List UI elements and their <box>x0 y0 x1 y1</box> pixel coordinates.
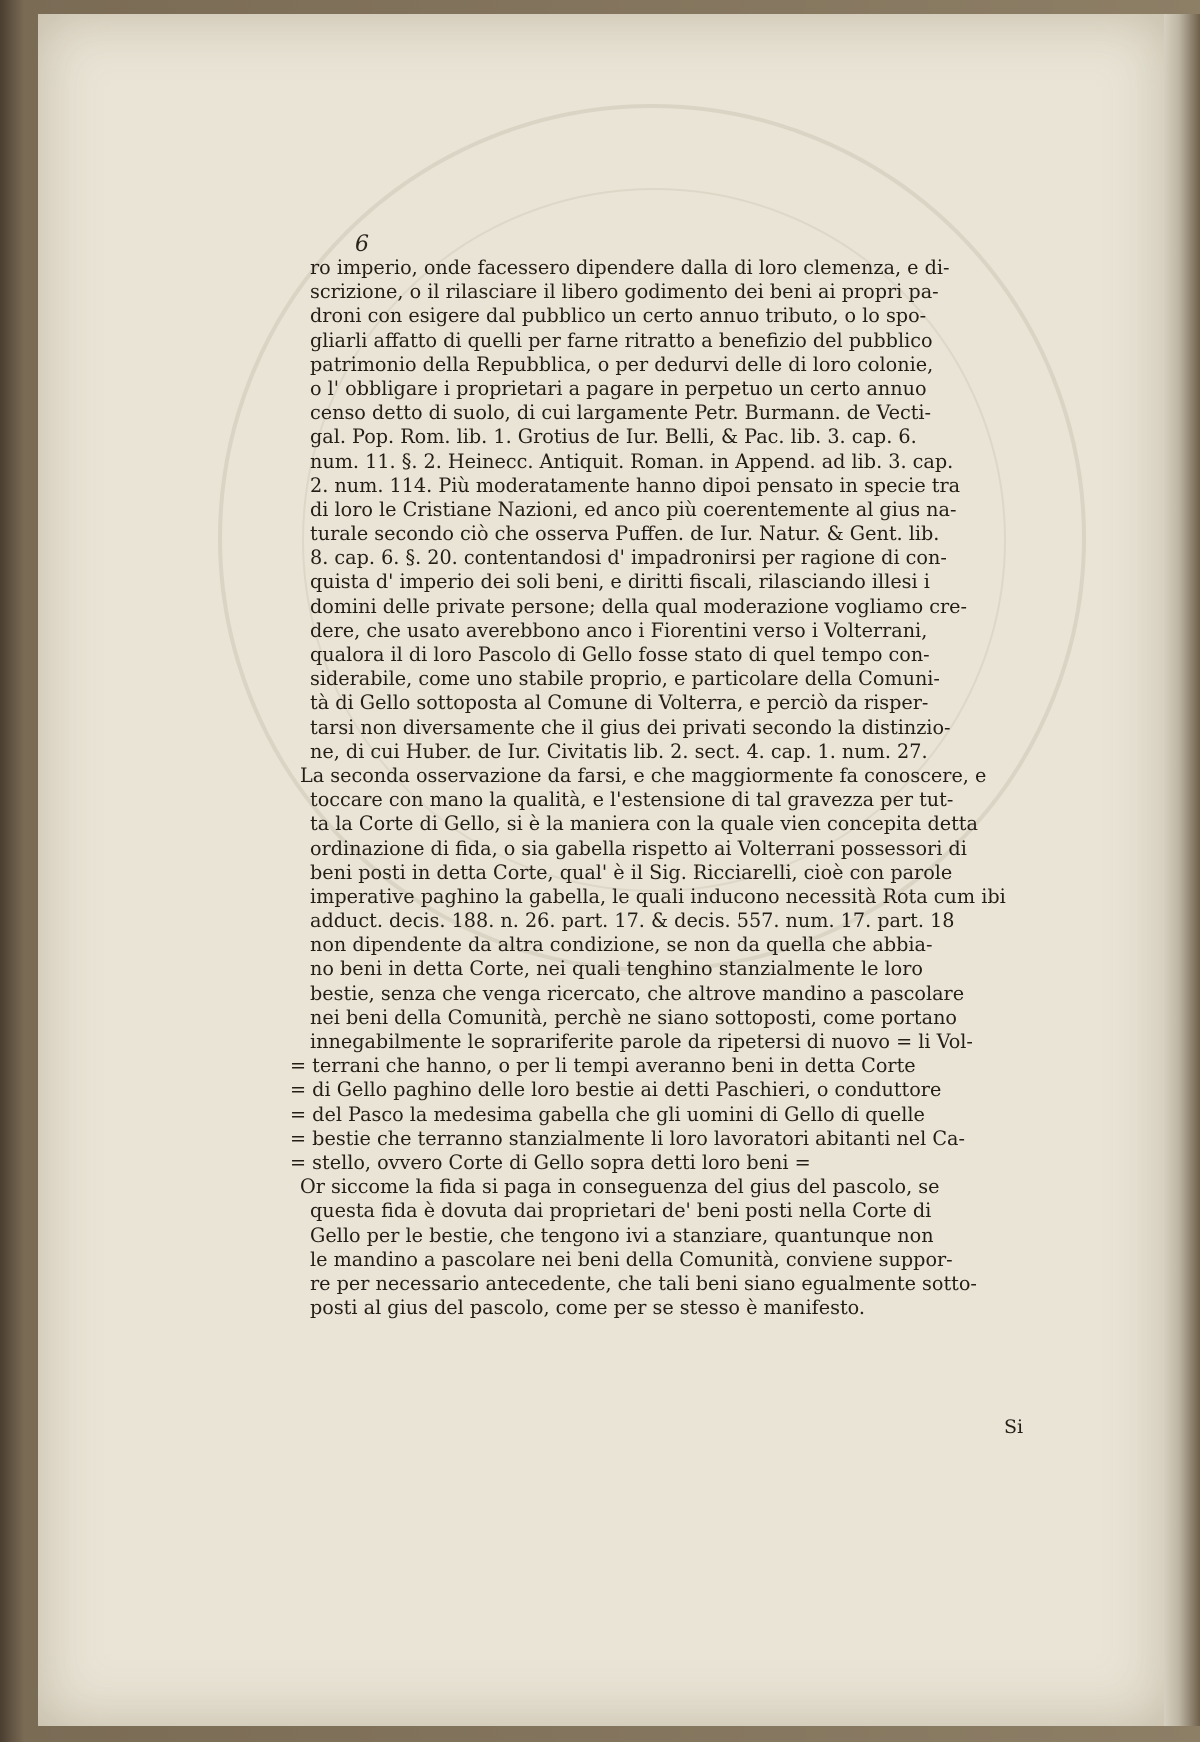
text-line: tà di Gello sottoposta al Comune di Volterra, e perciò da risper- <box>310 691 929 715</box>
text-line: censo detto di suolo, di cui largamente Petr. Burmann. de Vecti- <box>310 401 932 425</box>
body-text <box>290 256 1066 1320</box>
text-line: Or siccome la fida si paga in conseguenza del gius del pascolo, se <box>300 1175 940 1199</box>
text-line: = terrani che hanno, o per li tempi averanno beni in detta Corte <box>290 1054 916 1078</box>
text-line: questa fida è dovuta dai proprietari de' beni posti nella Corte di <box>310 1199 932 1223</box>
text-line: gliarli affatto di quelli per farne ritratto a benefizio del pubblico <box>310 328 933 352</box>
text-line: re per necessario antecedente, che tali beni siano egualmente sotto- <box>310 1271 977 1295</box>
text-line: tarsi non diversamente che il gius dei privati secondo la distinzio- <box>310 715 951 739</box>
text-line: 8. cap. 6. §. 20. contentandosi d' impadronirsi per ragione di con- <box>310 546 947 570</box>
text-line: = stello, ovvero Corte di Gello sopra detti loro beni = <box>290 1150 811 1174</box>
text-line: o l' obbligare i proprietari a pagare in perpetuo un certo annuo <box>310 376 927 400</box>
text-line: = bestie che terranno stanzialmente li loro lavoratori abitanti nel Ca- <box>290 1126 965 1150</box>
text-line: dere, che usato averebbono anco i Fiorentini verso i Volterrani, <box>310 618 928 642</box>
text-line: adduct. decis. 188. n. 26. part. 17. & decis. 557. num. 17. part. 18 <box>310 909 955 933</box>
text-line: num. 11. §. 2. Heinecc. Antiquit. Roman. in Append. ad lib. 3. cap. <box>310 449 954 473</box>
text-line: = di Gello paghino delle loro bestie ai detti Paschieri, o conduttore <box>290 1078 942 1102</box>
text-line: scrizione, o il rilasciare il libero godimento dei beni ai propri pa- <box>310 280 939 304</box>
text-line: domini delle private persone; della qual moderazione vogliamo cre- <box>310 594 968 618</box>
text-line: di loro le Cristiane Nazioni, ed anco più coerentemente al gius na- <box>310 497 957 521</box>
text-line: ordinazione di fida, o sia gabella rispetto ai Volterrani possessori di <box>310 836 967 860</box>
text-line: toccare con mano la qualità, e l'estensione di tal gravezza per tut- <box>310 788 954 812</box>
text-line: non dipendente da altra condizione, se non da quella che abbia- <box>310 933 933 957</box>
text-line: siderabile, come uno stabile proprio, e particolare della Comuni- <box>310 667 940 691</box>
text-line: bestie, senza che venga ricercato, che altrove mandino a pascolare <box>310 981 965 1005</box>
text-line: = del Pasco la medesima gabella che gli uomini di Gello di quelle <box>290 1102 925 1126</box>
text-line: droni con esigere dal pubblico un certo annuo tributo, o lo spo- <box>310 304 927 328</box>
text-line: posti al gius del pascolo, come per se stesso è manifesto. <box>310 1296 865 1320</box>
text-line: La seconda osservazione da farsi, e che maggiormente fa conoscere, e <box>300 763 987 787</box>
text-line: ta la Corte di Gello, si è la maniera con la quale vien concepita detta <box>310 812 978 836</box>
text-line: nei beni della Comunità, perchè ne siano sottoposti, come portano <box>310 1005 957 1029</box>
page-edge-shadow <box>1164 14 1200 1726</box>
text-line: turale secondo ciò che osserva Puffen. de Iur. Natur. & Gent. lib. <box>310 522 940 546</box>
text-line: 2. num. 114. Più moderatamente hanno dipoi pensato in specie tra <box>310 473 961 497</box>
text-line: qualora il di loro Pascolo di Gello fosse stato di quel tempo con- <box>310 643 930 666</box>
text-line: Gello per le bestie, che tengono ivi a stanziare, quantunque non <box>310 1223 934 1247</box>
text-line: gal. Pop. Rom. lib. 1. Grotius de Iur. Belli, & Pac. lib. 3. cap. 6. <box>310 425 917 449</box>
text-line: patrimonio della Repubblica, o per dedurvi delle di loro colonie, <box>310 352 934 376</box>
catchword: Si <box>1004 1416 1024 1438</box>
text-line: no beni in detta Corte, nei quali tenghino stanzialmente le loro <box>310 957 923 981</box>
page-number: 6 <box>355 232 369 257</box>
text-line: imperative paghino la gabella, le quali inducono necessità Rota cum ibi <box>310 884 1006 908</box>
text-line: le mandino a pascolare nei beni della Comunità, conviene suppor- <box>310 1247 953 1271</box>
text-line: quista d' imperio dei soli beni, e diritti fiscali, rilasciando illesi i <box>310 570 930 594</box>
text-line: beni posti in detta Corte, qual' è il Sig. Ricciarelli, cioè con parole <box>310 860 953 884</box>
text-line: innegabilmente le soprariferite parole da ripetersi di nuovo = li Vol- <box>310 1030 973 1053</box>
text-line: ne, di cui Huber. de Iur. Civitatis lib. 2. sect. 4. cap. 1. num. 27. <box>310 739 928 763</box>
text-line: ro imperio, onde facessero dipendere dalla di loro clemenza, e di- <box>310 256 950 279</box>
